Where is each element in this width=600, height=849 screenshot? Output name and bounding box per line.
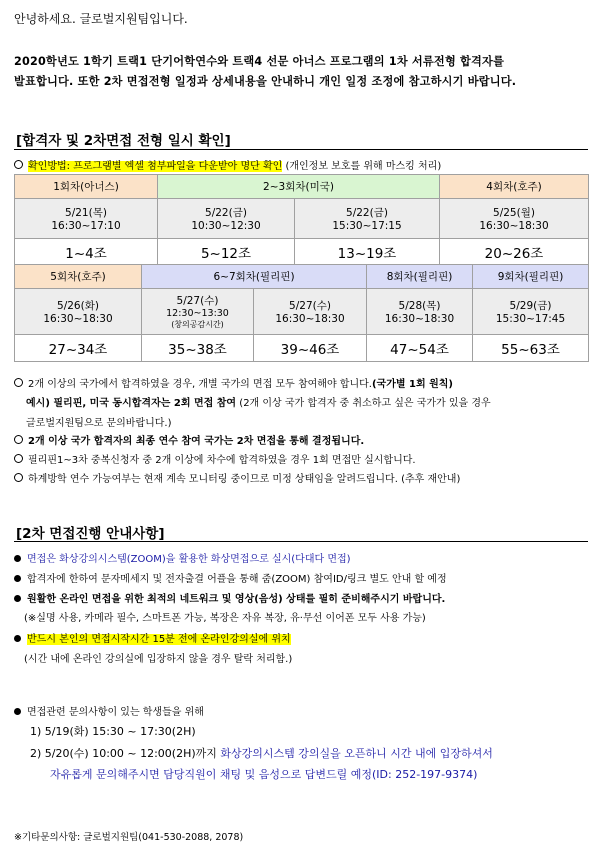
- group-cell: 47~54조: [367, 335, 473, 362]
- intro-line-1: 2020학년도 1학기 트랙1 단기어학연수와 트랙4 선문 아너스 프로그램의 1차 서류전형 합격자를: [14, 55, 505, 68]
- footer-contact: ※기타문의사항: 글로벌지원팀(041-530-2088, 2078): [14, 832, 244, 843]
- schedule-table-bottom: [14, 264, 589, 362]
- date-cell: 5/27(수) 12:30~13:30 (창의공감시간): [142, 289, 254, 335]
- group-cell: 20~26조: [440, 239, 589, 265]
- circle-bullet-icon: [14, 160, 23, 169]
- circle-bullet-icon: [14, 378, 23, 387]
- header-philippines-9: 9회차(필리핀): [473, 265, 589, 289]
- circle-bullet-icon: [14, 435, 23, 444]
- bullet-arrival: 반드시 본인의 면접시작시간 15분 전에 온라인강의실에 위치: [14, 630, 291, 645]
- note-1-contact: 글로벌지원팀으로 문의바랍니다.): [26, 418, 172, 429]
- group-cell: 55~63조: [473, 335, 589, 362]
- dot-bullet-icon: [14, 635, 21, 642]
- intro-line-2: 발표합니다. 또한 2차 면접전형 일정과 상세내용을 안내하니 개인 일정 조정에 참고하시기 바랍니다.: [14, 75, 517, 88]
- note-2: 2개 이상 국가 합격자의 최종 연수 참여 국가는 2차 면접을 통해 결정됩니다.: [14, 432, 364, 447]
- date-cell: 5/25(월) 16:30~18:30: [440, 199, 589, 239]
- dot-bullet-icon: [14, 575, 21, 582]
- section1-divider: [14, 149, 588, 150]
- group-cell: 39~46조: [254, 335, 367, 362]
- group-cell: 5~12조: [158, 239, 295, 265]
- bullet-notice: 합격자에 한하여 문자메세지 및 전자출결 어플을 통해 줌(ZOOM) 참여ID/링크 별도 안내 할 예정: [14, 570, 447, 585]
- bullet-arrival-note: (시간 내에 온라인 강의실에 입장하지 않을 경우 탈락 처리함.): [24, 654, 293, 665]
- inquiry-slot-2: 2) 5/20(수) 10:00 ~ 12:00(2H)까지 화상강의시스템 강의실을 오픈하니 시간 내에 입장하셔서: [30, 747, 493, 760]
- date-cell: 5/28(목) 16:30~18:30: [367, 289, 473, 335]
- header-honors: 1회차(아너스): [15, 175, 158, 199]
- date-cell: 5/29(금) 15:30~17:45: [473, 289, 589, 335]
- note-1-example: 예시) 필리핀, 미국 동시합격자는 2회 면접 참여 (2개 이상 국가 합격자 중 취소하고 싶은 국가가 있을 경우: [26, 398, 491, 409]
- note-4: 하계방학 연수 가능여부는 현재 계속 모니터링 중이므로 미정 상태임을 알려드립니다. (추후 재안내): [14, 470, 460, 485]
- header-usa: 2~3회차(미국): [158, 175, 440, 199]
- date-cell: 5/21(목) 16:30~17:10: [15, 199, 158, 239]
- group-cell: 13~19조: [295, 239, 440, 265]
- group-cell: 27~34조: [15, 335, 142, 362]
- bullet-zoom: 면접은 화상강의시스템(ZOOM)을 활용한 화상면접으로 실시(다대다 면접): [14, 550, 351, 565]
- date-cell: 5/26(화) 16:30~18:30: [15, 289, 142, 335]
- section2-divider: [14, 541, 588, 542]
- section1-title: [합격자 및 2차면접 전형 일시 확인]: [16, 133, 231, 149]
- check-method: [14, 157, 441, 172]
- check-method-highlight: 확인방법: 프로그램별 엑셀 첨부파일을 다운받아 명단 확인: [28, 161, 283, 172]
- note-1: 2개 이상의 국가에서 합격하였을 경우, 개별 국가의 면접 모두 참여해야 합니다.(국가별 1회 원칙): [14, 375, 453, 390]
- inquiry-slot-2-detail: 자유롭게 문의해주시면 담당직원이 채팅 및 음성으로 답변드릴 예정(ID: 252-197-9374): [50, 768, 478, 781]
- dot-bullet-icon: [14, 708, 21, 715]
- circle-bullet-icon: [14, 454, 23, 463]
- date-cell: 5/27(수) 16:30~18:30: [254, 289, 367, 335]
- schedule-table-top: [14, 174, 589, 265]
- header-australia-5: 5회차(호주): [15, 265, 142, 289]
- dot-bullet-icon: [14, 595, 21, 602]
- group-cell: 1~4조: [15, 239, 158, 265]
- date-cell: 5/22(금) 10:30~12:30: [158, 199, 295, 239]
- circle-bullet-icon: [14, 473, 23, 482]
- greeting: 안녕하세요. 글로벌지원팀입니다.: [14, 12, 188, 26]
- note-3: 필리핀1~3차 중복신청자 중 2개 이상에 차수에 합격하였을 경우 1회 면접만 실시합니다.: [14, 451, 416, 466]
- bullet-network-note: (※실명 사용, 카메라 필수, 스마트폰 가능, 복장은 자유 복장, 유·무선 이어폰 모두 사용 가능): [24, 613, 426, 624]
- header-australia: 4회차(호주): [440, 175, 589, 199]
- check-method-note: (개인정보 보호를 위해 마스킹 처리): [282, 161, 442, 172]
- header-philippines-6-7: 6~7회차(필리핀): [142, 265, 367, 289]
- inquiry-slot-1: 1) 5/19(화) 15:30 ~ 17:30(2H): [30, 725, 196, 738]
- date-cell: 5/22(금) 15:30~17:15: [295, 199, 440, 239]
- bullet-network: 원활한 온라인 면접을 위한 최적의 네트워크 및 영상(음성) 상태를 필히 준비해주시기 바랍니다.: [14, 590, 445, 605]
- dot-bullet-icon: [14, 555, 21, 562]
- section2-title: [2차 면접진행 안내사항]: [16, 526, 165, 542]
- header-philippines-8: 8회차(필리핀): [367, 265, 473, 289]
- inquiry-head: 면접관련 문의사항이 있는 학생들을 위해: [14, 703, 204, 718]
- group-cell: 35~38조: [142, 335, 254, 362]
